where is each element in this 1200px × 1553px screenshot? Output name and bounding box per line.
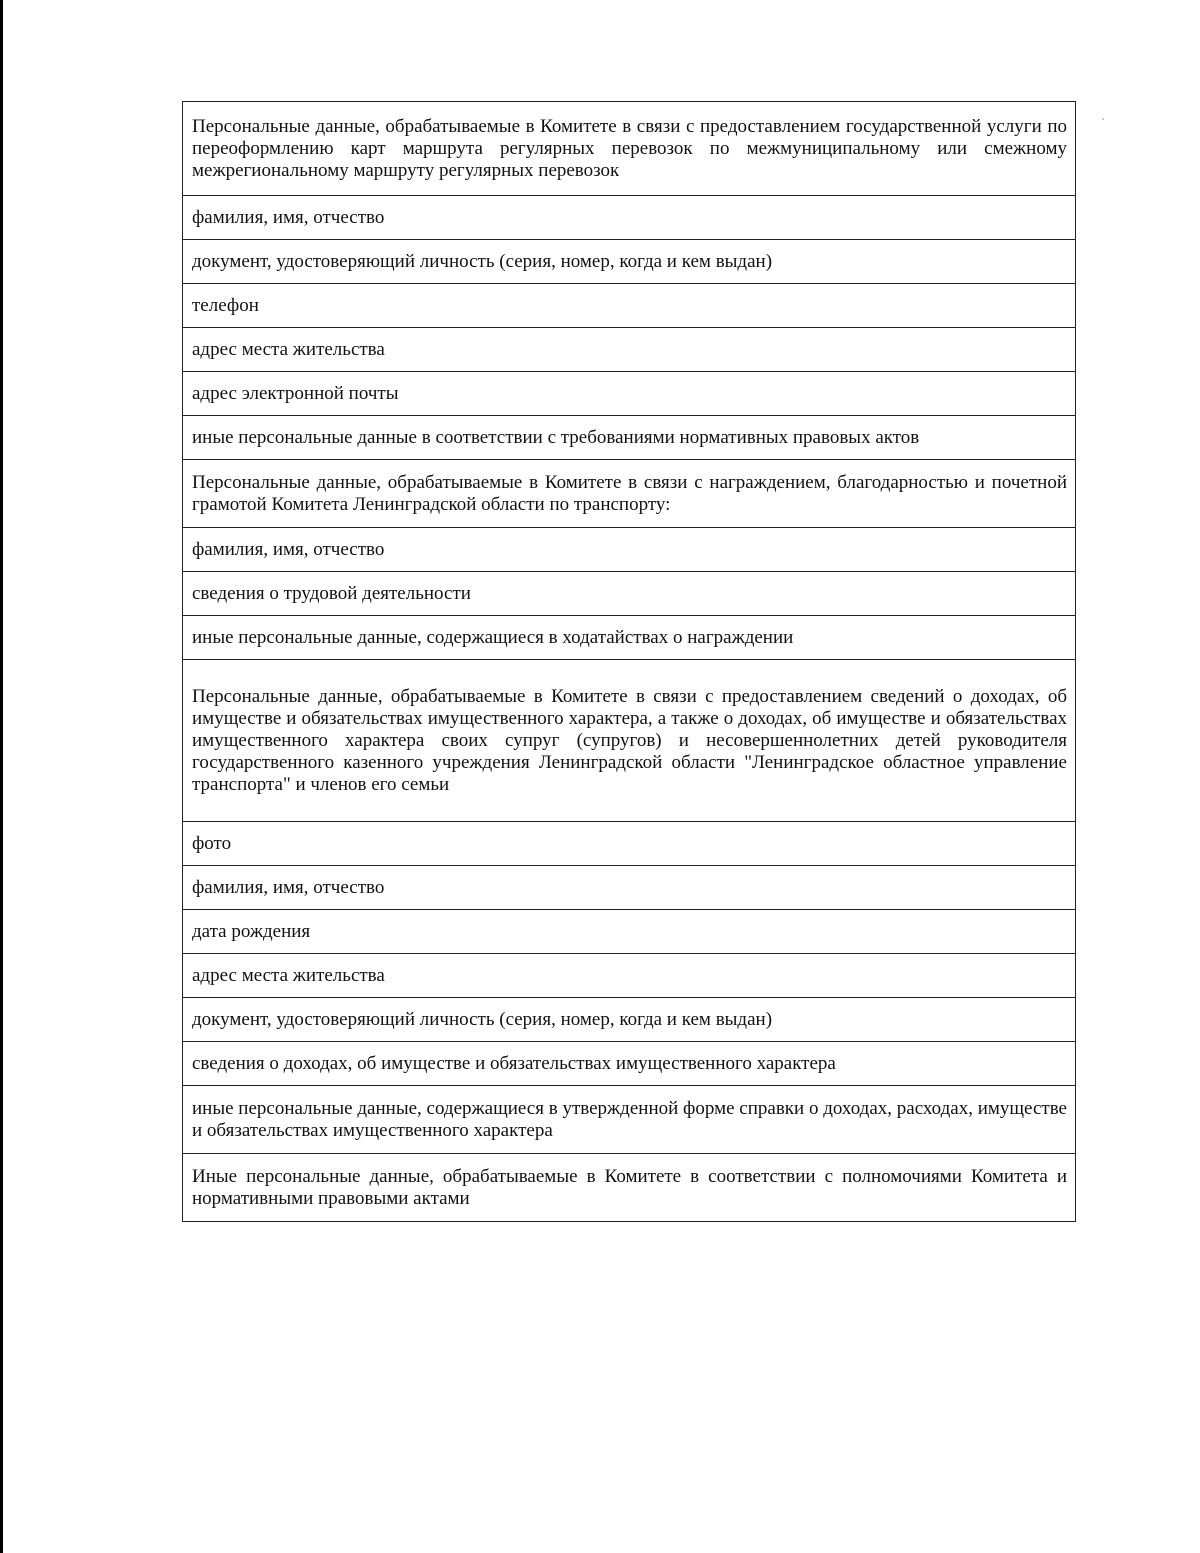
- scan-edge: [0, 0, 3, 1553]
- list-item: адрес места жительства: [183, 328, 1076, 372]
- list-item: иные персональные данные, содержащиеся в ходатайствах о награждении: [183, 616, 1076, 660]
- list-item: иные персональные данные в соответствии с требованиями нормативных правовых актов: [183, 416, 1076, 460]
- table-row: [183, 1042, 1076, 1086]
- list-item: сведения о трудовой деятельности: [183, 572, 1076, 616]
- table-row: [183, 328, 1076, 372]
- section-header-cell: Персональные данные, обрабатываемые в Комитете в связи с награждением, благодарностью и почетной грамотой Комитета Ленинградской области по транспорту:: [183, 460, 1076, 528]
- list-item: документ, удостоверяющий личность (серия, номер, когда и кем выдан): [183, 240, 1076, 284]
- table-row: [183, 196, 1076, 240]
- list-item: адрес места жительства: [183, 954, 1076, 998]
- table-row: [183, 1154, 1076, 1222]
- list-item: фото: [183, 822, 1076, 866]
- table-row: [183, 240, 1076, 284]
- table-row: [183, 1086, 1076, 1154]
- list-item: дата рождения: [183, 910, 1076, 954]
- table-row: [183, 416, 1076, 460]
- list-item: фамилия, имя, отчество: [183, 528, 1076, 572]
- section-header-cell: Иные персональные данные, обрабатываемые в Комитете в соответствии с полномочиями Комитета и нормативными правовыми актами: [183, 1154, 1076, 1222]
- table-row: [183, 460, 1076, 528]
- list-item: телефон: [183, 284, 1076, 328]
- list-item: иные персональные данные, содержащиеся в утвержденной форме справки о доходах, расходах, имуществе и обязательствах имущественного характера: [183, 1086, 1076, 1154]
- table-row: [183, 954, 1076, 998]
- section-header-cell: Персональные данные, обрабатываемые в Комитете в связи с предоставлением государственной услуги по переоформлению карт маршрута регулярных перевозок по межмуниципальному или смежному межрегиональному маршруту регулярных перевозок: [183, 102, 1076, 196]
- table-row: [183, 866, 1076, 910]
- table-row: [183, 102, 1076, 196]
- list-item: фамилия, имя, отчество: [183, 196, 1076, 240]
- scan-speck: [1102, 118, 1104, 120]
- table-row: [183, 660, 1076, 822]
- table-row: [183, 998, 1076, 1042]
- table-row: [183, 616, 1076, 660]
- personal-data-table: [182, 101, 1076, 1222]
- list-item: фамилия, имя, отчество: [183, 866, 1076, 910]
- table-row: [183, 572, 1076, 616]
- section-header-cell: Персональные данные, обрабатываемые в Комитете в связи с предоставлением сведений о доходах, об имуществе и обязательствах имущественного характера, а также о доходах, об имуществе и обязательствах имущественного характера своих супруг (супругов) и несовершеннолетних детей руководителя государственного казенного учреждения Ленинградской области "Ленинградское областное управление транспорта" и членов его семьи: [183, 660, 1076, 822]
- table-row: [183, 284, 1076, 328]
- list-item: сведения о доходах, об имуществе и обязательствах имущественного характера: [183, 1042, 1076, 1086]
- table-row: [183, 528, 1076, 572]
- table-row: [183, 822, 1076, 866]
- table-row: [183, 372, 1076, 416]
- table-row: [183, 910, 1076, 954]
- list-item: адрес электронной почты: [183, 372, 1076, 416]
- list-item: документ, удостоверяющий личность (серия, номер, когда и кем выдан): [183, 998, 1076, 1042]
